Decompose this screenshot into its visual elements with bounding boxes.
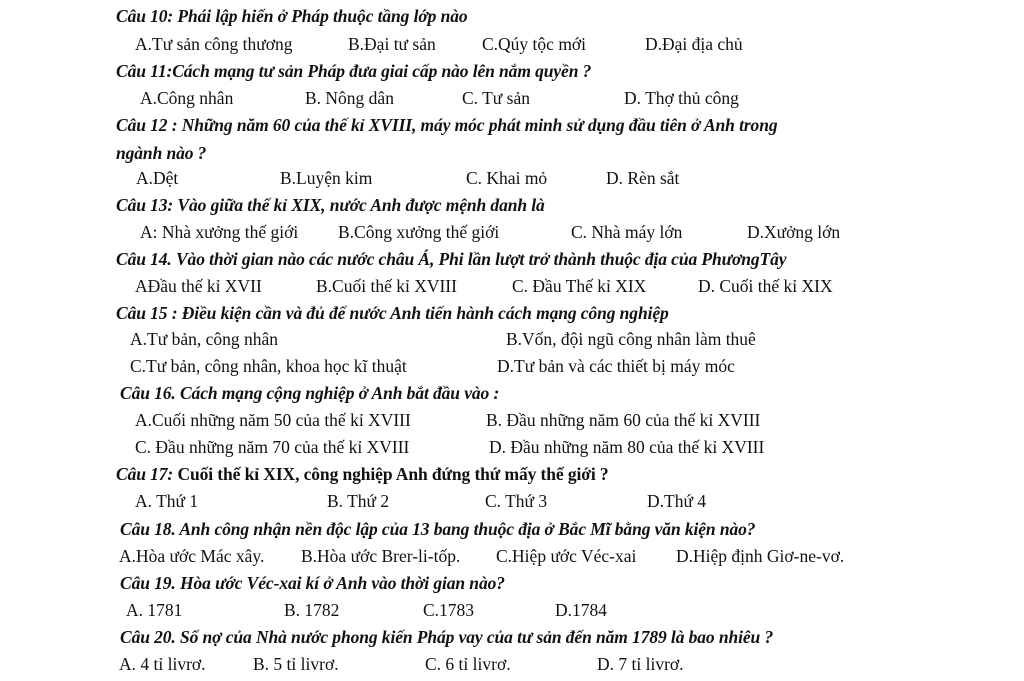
question-13: Câu 13: Vào giữa thế kỉ XIX, nước Anh được mệnh danh là	[116, 195, 545, 215]
option-15c: C.Tư bản, công nhân, khoa học kĩ thuật	[130, 356, 407, 376]
option-10a: A.Tư sản công thương	[135, 34, 293, 54]
option-12b: B.Luyện kim	[280, 168, 373, 188]
option-19d: D.1784	[555, 600, 608, 620]
option-16a: A.Cuối những năm 50 của thế kỉ XVIII	[135, 410, 411, 430]
option-18a: A.Hòa ước Mác xây.	[119, 546, 265, 566]
option-10d: D.Đại địa chủ	[645, 34, 743, 54]
option-13c: C. Nhà máy lớn	[571, 222, 683, 242]
option-14a: AĐầu thế kỉ XVII	[135, 276, 262, 296]
option-13d: D.Xưởng lớn	[747, 222, 841, 242]
question-10: Câu 10: Phái lập hiến ở Pháp thuộc tầng lớp nào	[116, 6, 468, 26]
option-12c: C. Khai mỏ	[466, 168, 548, 188]
question-16: Câu 16. Cách mạng cộng nghiệp ở Anh bắt đầu vào :	[120, 383, 500, 403]
option-15b: B.Vốn, đội ngũ công nhân làm thuê	[506, 329, 756, 349]
option-11a: A.Công nhân	[140, 88, 234, 108]
question-11: Câu 11:Cách mạng tư sản Pháp đưa giai cấp nào lên nắm quyền ?	[116, 61, 592, 81]
question-17-text: Cuối thế kỉ XIX, công nghiệp Anh đứng thứ mấy thế giới ?	[177, 464, 609, 484]
option-12a: A.Dệt	[136, 168, 179, 188]
option-17b: B. Thứ 2	[327, 491, 390, 511]
option-20c: C. 6 tỉ livrơ.	[425, 654, 511, 674]
option-10c: C.Qúy tộc mới	[482, 34, 587, 54]
option-15d: D.Tư bản và các thiết bị máy móc	[497, 356, 735, 376]
option-11c: C. Tư sản	[462, 88, 530, 108]
question-12-cont: ngành nào ?	[116, 143, 207, 163]
option-19b: B. 1782	[284, 600, 340, 620]
option-17a: A. Thứ 1	[135, 491, 199, 511]
option-20d: D. 7 tỉ livrơ.	[597, 654, 684, 674]
option-15a: A.Tư bản, công nhân	[130, 329, 278, 349]
question-12: Câu 12 : Những năm 60 của thế kỉ XVIII, máy móc phát minh sử dụng đầu tiên ở Anh trong	[116, 115, 778, 135]
option-19a: A. 1781	[126, 600, 183, 620]
question-19: Câu 19. Hòa ước Véc-xai kí ở Anh vào thời gian nào?	[120, 573, 505, 593]
option-18c: C.Hiệp ước Véc-xai	[496, 546, 637, 566]
question-14: Câu 14. Vào thời gian nào các nước châu Á, Phi lần lượt trở thành thuộc địa của PhươngTây	[116, 249, 787, 269]
option-18d: D.Hiệp định Giơ-ne-vơ.	[676, 546, 845, 566]
option-16b: B. Đầu những năm 60 của thế kỉ XVIII	[486, 410, 761, 430]
option-14d: D. Cuối thế kỉ XIX	[698, 276, 833, 296]
option-13b: B.Công xưởng thế giới	[338, 222, 500, 242]
option-12d: D. Rèn sắt	[606, 168, 680, 188]
option-18b: B.Hòa ước Brer-li-tốp.	[301, 546, 461, 566]
option-14b: B.Cuối thế kỉ XVIII	[316, 276, 457, 296]
option-16d: D. Đầu những năm 80 của thế kỉ XVIII	[489, 437, 765, 457]
question-15: Câu 15 : Điều kiện cần và đủ để nước Anh tiến hành cách mạng công nghiệp	[116, 303, 669, 323]
option-20b: B. 5 tỉ livrơ.	[253, 654, 339, 674]
option-20a: A. 4 tỉ livrơ.	[119, 654, 206, 674]
option-13a: A: Nhà xưởng thế giới	[140, 222, 299, 242]
option-17c: C. Thứ 3	[485, 491, 548, 511]
option-11b: B. Nông dân	[305, 88, 394, 108]
option-19c: C.1783	[423, 600, 475, 620]
question-20: Câu 20. Số nợ của Nhà nước phong kiến Pháp vay của tư sản đến năm 1789 là bao nhiêu ?	[120, 627, 774, 647]
question-17-label: Câu 17:	[116, 464, 174, 484]
option-14c: C. Đầu Thế kỉ XIX	[512, 276, 647, 296]
option-11d: D. Thợ thủ công	[624, 88, 739, 108]
option-17d: D.Thứ 4	[647, 491, 707, 511]
question-18: Câu 18. Anh công nhận nền độc lập của 13 bang thuộc địa ở Bắc Mĩ bằng văn kiện nào?	[120, 519, 756, 539]
option-10b: B.Đại tư sản	[348, 34, 436, 54]
option-16c: C. Đầu những năm 70 của thế kỉ XVIII	[135, 437, 410, 457]
question-17	[116, 463, 609, 485]
